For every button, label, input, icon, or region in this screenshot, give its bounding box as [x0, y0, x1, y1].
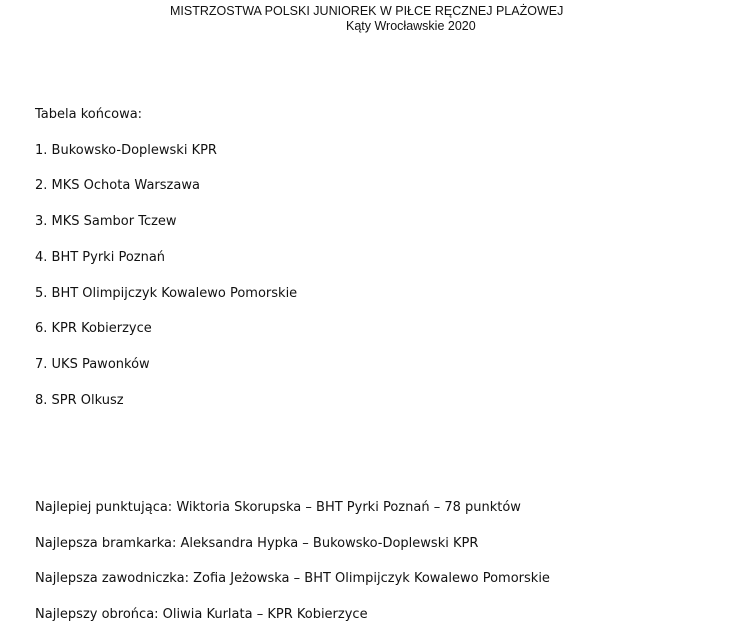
standings-item: 6. KPR Kobierzyce	[35, 321, 152, 336]
standings-item: 2. MKS Ochota Warszawa	[35, 178, 200, 193]
award-best-defender: Najlepszy obrońca: Oliwia Kurlata – KPR Kobierzyce	[35, 607, 368, 622]
award-best-goalkeeper: Najlepsza bramkarka: Aleksandra Hypka – Bukowsko-Doplewski KPR	[35, 536, 479, 551]
standings-item: 7. UKS Pawonków	[35, 357, 150, 372]
award-best-player: Najlepsza zawodniczka: Zofia Jeżowska – BHT Olimpijczyk Kowalewo Pomorskie	[35, 571, 550, 586]
standings-item: 3. MKS Sambor Tczew	[35, 214, 177, 229]
standings-item: 4. BHT Pyrki Poznań	[35, 250, 166, 265]
standings-item: 8. SPR Olkusz	[35, 393, 124, 408]
award-top-scorer: Najlepiej punktująca: Wiktoria Skorupska – BHT Pyrki Poznań – 78 punktów	[35, 500, 521, 515]
document-subtitle: Kąty Wrocławskie 2020	[346, 19, 476, 33]
standings-item: 1. Bukowsko-Doplewski KPR	[35, 143, 217, 158]
standings-item: 5. BHT Olimpijczyk Kowalewo Pomorskie	[35, 286, 298, 301]
standings-heading: Tabela końcowa:	[35, 107, 143, 122]
document-title: MISTRZOSTWA POLSKI JUNIOREK W PIŁCE RĘCZNEJ PLAŻOWEJ	[170, 4, 564, 18]
